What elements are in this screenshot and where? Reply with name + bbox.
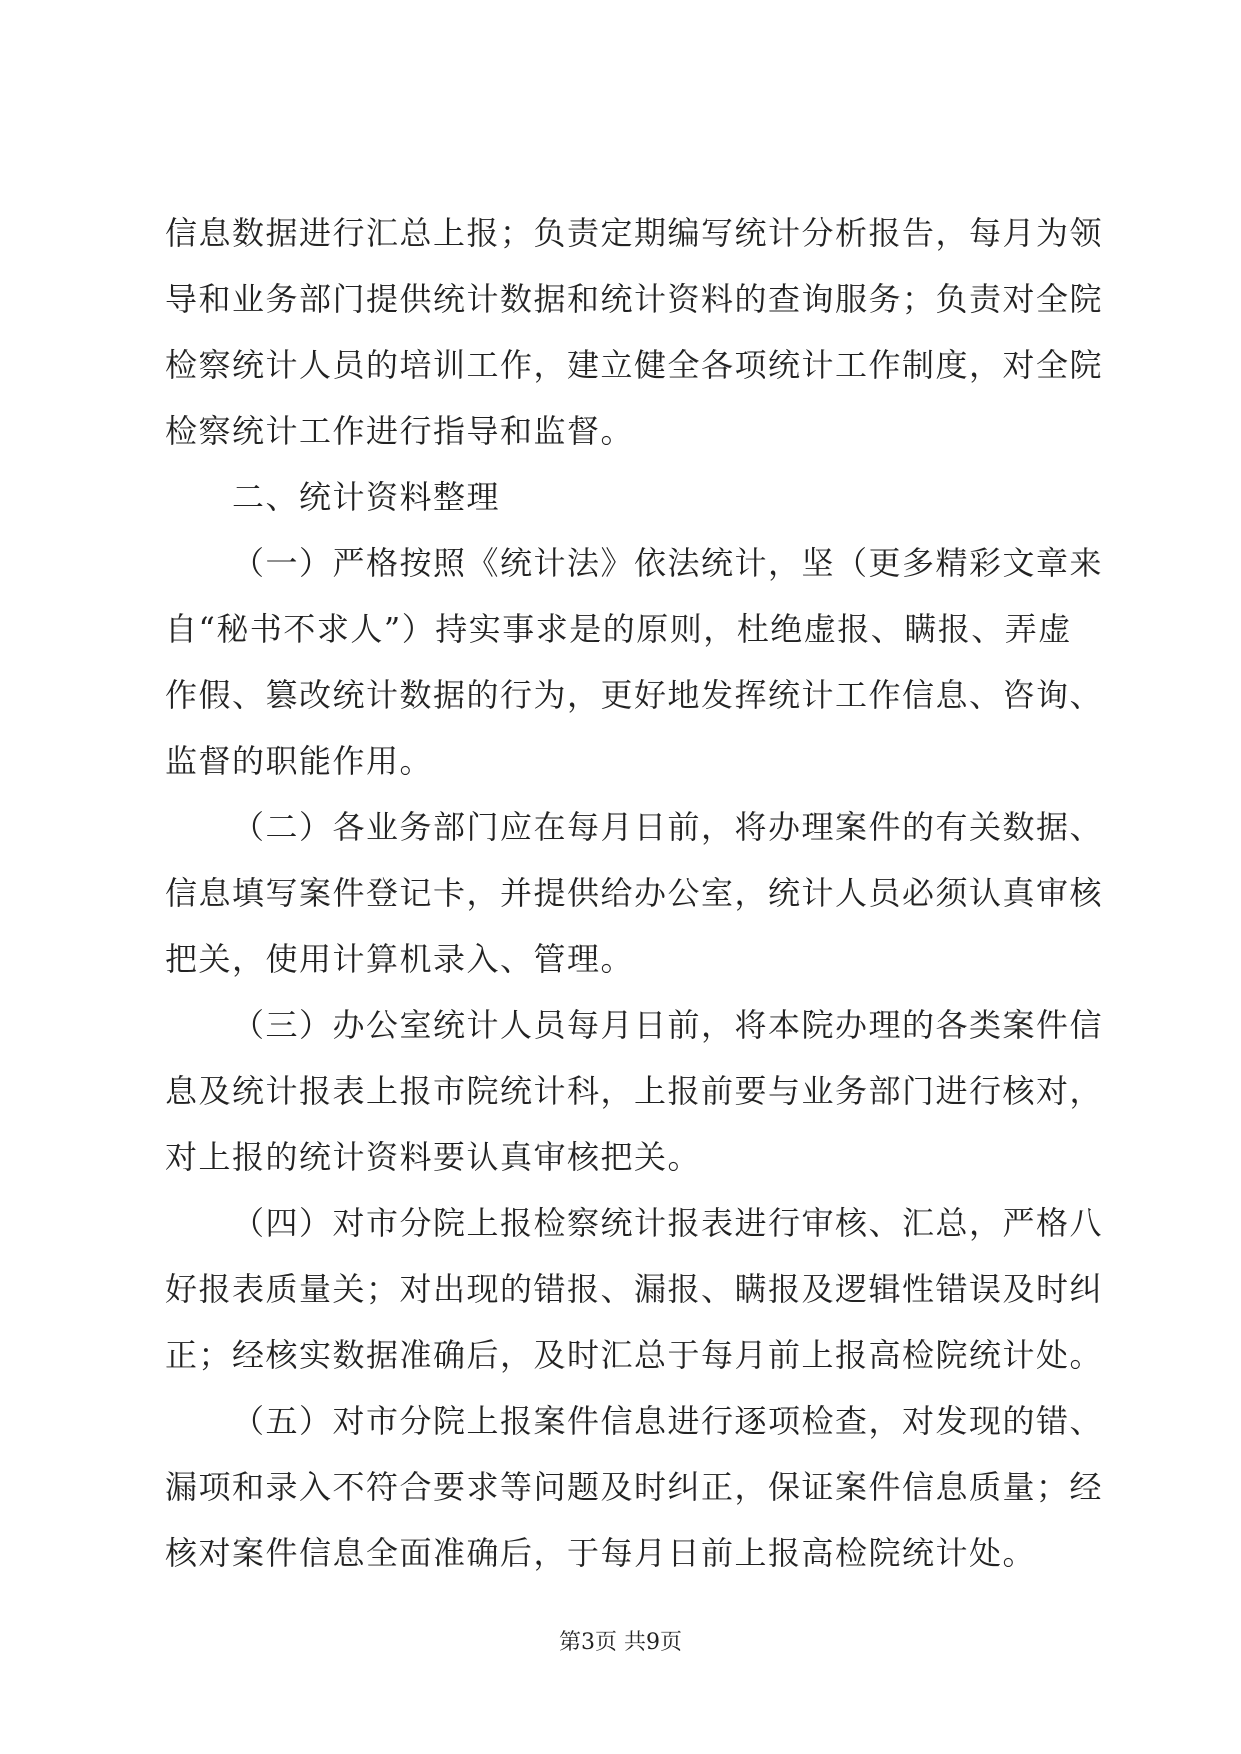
body-text-line: 信息数据进行汇总上报；负责定期编写统计分析报告，每月为领 [165, 214, 1104, 252]
paragraph-first-line: （四）对市分院上报检察统计报表进行审核、汇总，严格八 [232, 1204, 1104, 1242]
body-text-line: 对上报的统计资料要认真审核把关。 [165, 1138, 702, 1176]
page-number-footer: 第3页 共9页 [559, 1630, 682, 1655]
body-text-line: 作假、篡改统计数据的行为，更好地发挥统计工作信息、咨询、 [165, 676, 1104, 714]
body-text-line: 漏项和录入不符合要求等问题及时纠正，保证案件信息质量；经 [165, 1468, 1104, 1506]
paragraph-first-line: （一）严格按照《统计法》依法统计，坚（更多精彩文章来 [232, 544, 1104, 582]
body-text-line: 息及统计报表上报市院统计科，上报前要与业务部门进行核对， [165, 1072, 1104, 1110]
section-heading: 二、统计资料整理 [232, 478, 501, 516]
body-text-line: 核对案件信息全面准确后，于每月日前上报高检院统计处。 [165, 1534, 1037, 1572]
body-text-line: 检察统计人员的培训工作，建立健全各项统计工作制度，对全院 [165, 346, 1104, 384]
body-text-line: 把关，使用计算机录入、管理。 [165, 940, 635, 978]
body-text-line: 检察统计工作进行指导和监督。 [165, 412, 635, 450]
body-text-line: 导和业务部门提供统计数据和统计资料的查询服务；负责对全院 [165, 280, 1104, 318]
paragraph-first-line: （三）办公室统计人员每月日前，将本院办理的各类案件信 [232, 1006, 1104, 1044]
paragraph-first-line: （二）各业务部门应在每月日前，将办理案件的有关数据、 [232, 808, 1104, 846]
body-text-line: 自“秘书不求人”）持实事求是的原则，杜绝虚报、瞒报、弄虚 [165, 610, 1072, 648]
body-text-line: 好报表质量关；对出现的错报、漏报、瞒报及逻辑性错误及时纠 [165, 1270, 1104, 1308]
body-text-line: 正；经核实数据准确后，及时汇总于每月前上报高检院统计处。 [165, 1336, 1104, 1374]
paragraph-first-line: （五）对市分院上报案件信息进行逐项检查，对发现的错、 [232, 1402, 1104, 1440]
body-text-line: 信息填写案件登记卡，并提供给办公室，统计人员必须认真审核 [165, 874, 1104, 912]
body-text-line: 监督的职能作用。 [165, 742, 434, 780]
